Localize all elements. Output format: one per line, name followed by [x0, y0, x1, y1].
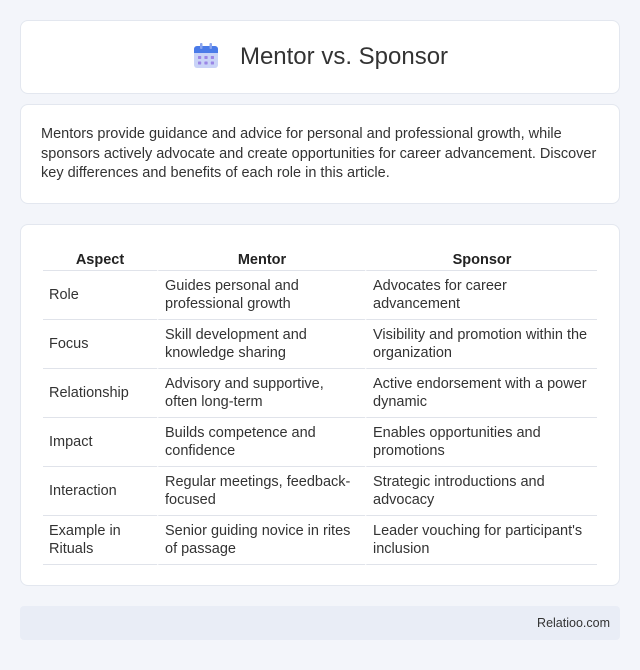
- intro-card: [20, 104, 620, 204]
- aspect-cell: Role: [43, 271, 157, 320]
- mentor-cell: Skill development and knowledge sharing: [157, 320, 365, 369]
- aspect-cell: Impact: [43, 418, 157, 467]
- mentor-cell: Builds competence and confidence: [157, 418, 365, 467]
- calendar-icon: [192, 42, 220, 70]
- sponsor-cell: Visibility and promotion within the organization: [365, 320, 597, 369]
- header-mentor: Mentor: [157, 245, 365, 271]
- aspect-cell: Interaction: [43, 467, 157, 516]
- comparison-table: [43, 245, 597, 565]
- mentor-cell: Advisory and supportive, often long-term: [157, 369, 365, 418]
- mentor-cell: Senior guiding novice in rites of passage: [157, 516, 365, 565]
- header-sponsor: Sponsor: [365, 245, 597, 271]
- sponsor-cell: Leader vouching for participant's inclusion: [365, 516, 597, 565]
- sponsor-cell: Active endorsement with a power dynamic: [365, 369, 597, 418]
- table-row: [43, 467, 597, 516]
- aspect-cell: Example in Rituals: [43, 516, 157, 565]
- comparison-card: [20, 224, 620, 586]
- page-title: Mentor vs. Sponsor: [239, 43, 449, 70]
- table-row: [43, 271, 597, 320]
- footer: [20, 606, 620, 640]
- header-aspect: Aspect: [43, 245, 157, 271]
- title-card: [20, 20, 620, 94]
- table-row: [43, 418, 597, 467]
- footer-brand-link[interactable]: Relatioo.com: [537, 616, 610, 630]
- sponsor-cell: Strategic introductions and advocacy: [365, 467, 597, 516]
- table-row: [43, 320, 597, 369]
- intro-text: Mentors provide guidance and advice for personal and professional growth, while sponsors actively advocate and create opportunities for career advancement. Discover key differences and benefits of each role in this article.: [41, 126, 597, 181]
- mentor-cell: Regular meetings, feedback-focused: [157, 467, 365, 516]
- mentor-cell: Guides personal and professional growth: [157, 271, 365, 320]
- sponsor-cell: Advocates for career advancement: [365, 271, 597, 320]
- sponsor-cell: Enables opportunities and promotions: [365, 418, 597, 467]
- aspect-cell: Focus: [43, 320, 157, 369]
- aspect-cell: Relationship: [43, 369, 157, 418]
- table-row: [43, 516, 597, 565]
- table-row: [43, 369, 597, 418]
- table-header-row: [43, 245, 597, 271]
